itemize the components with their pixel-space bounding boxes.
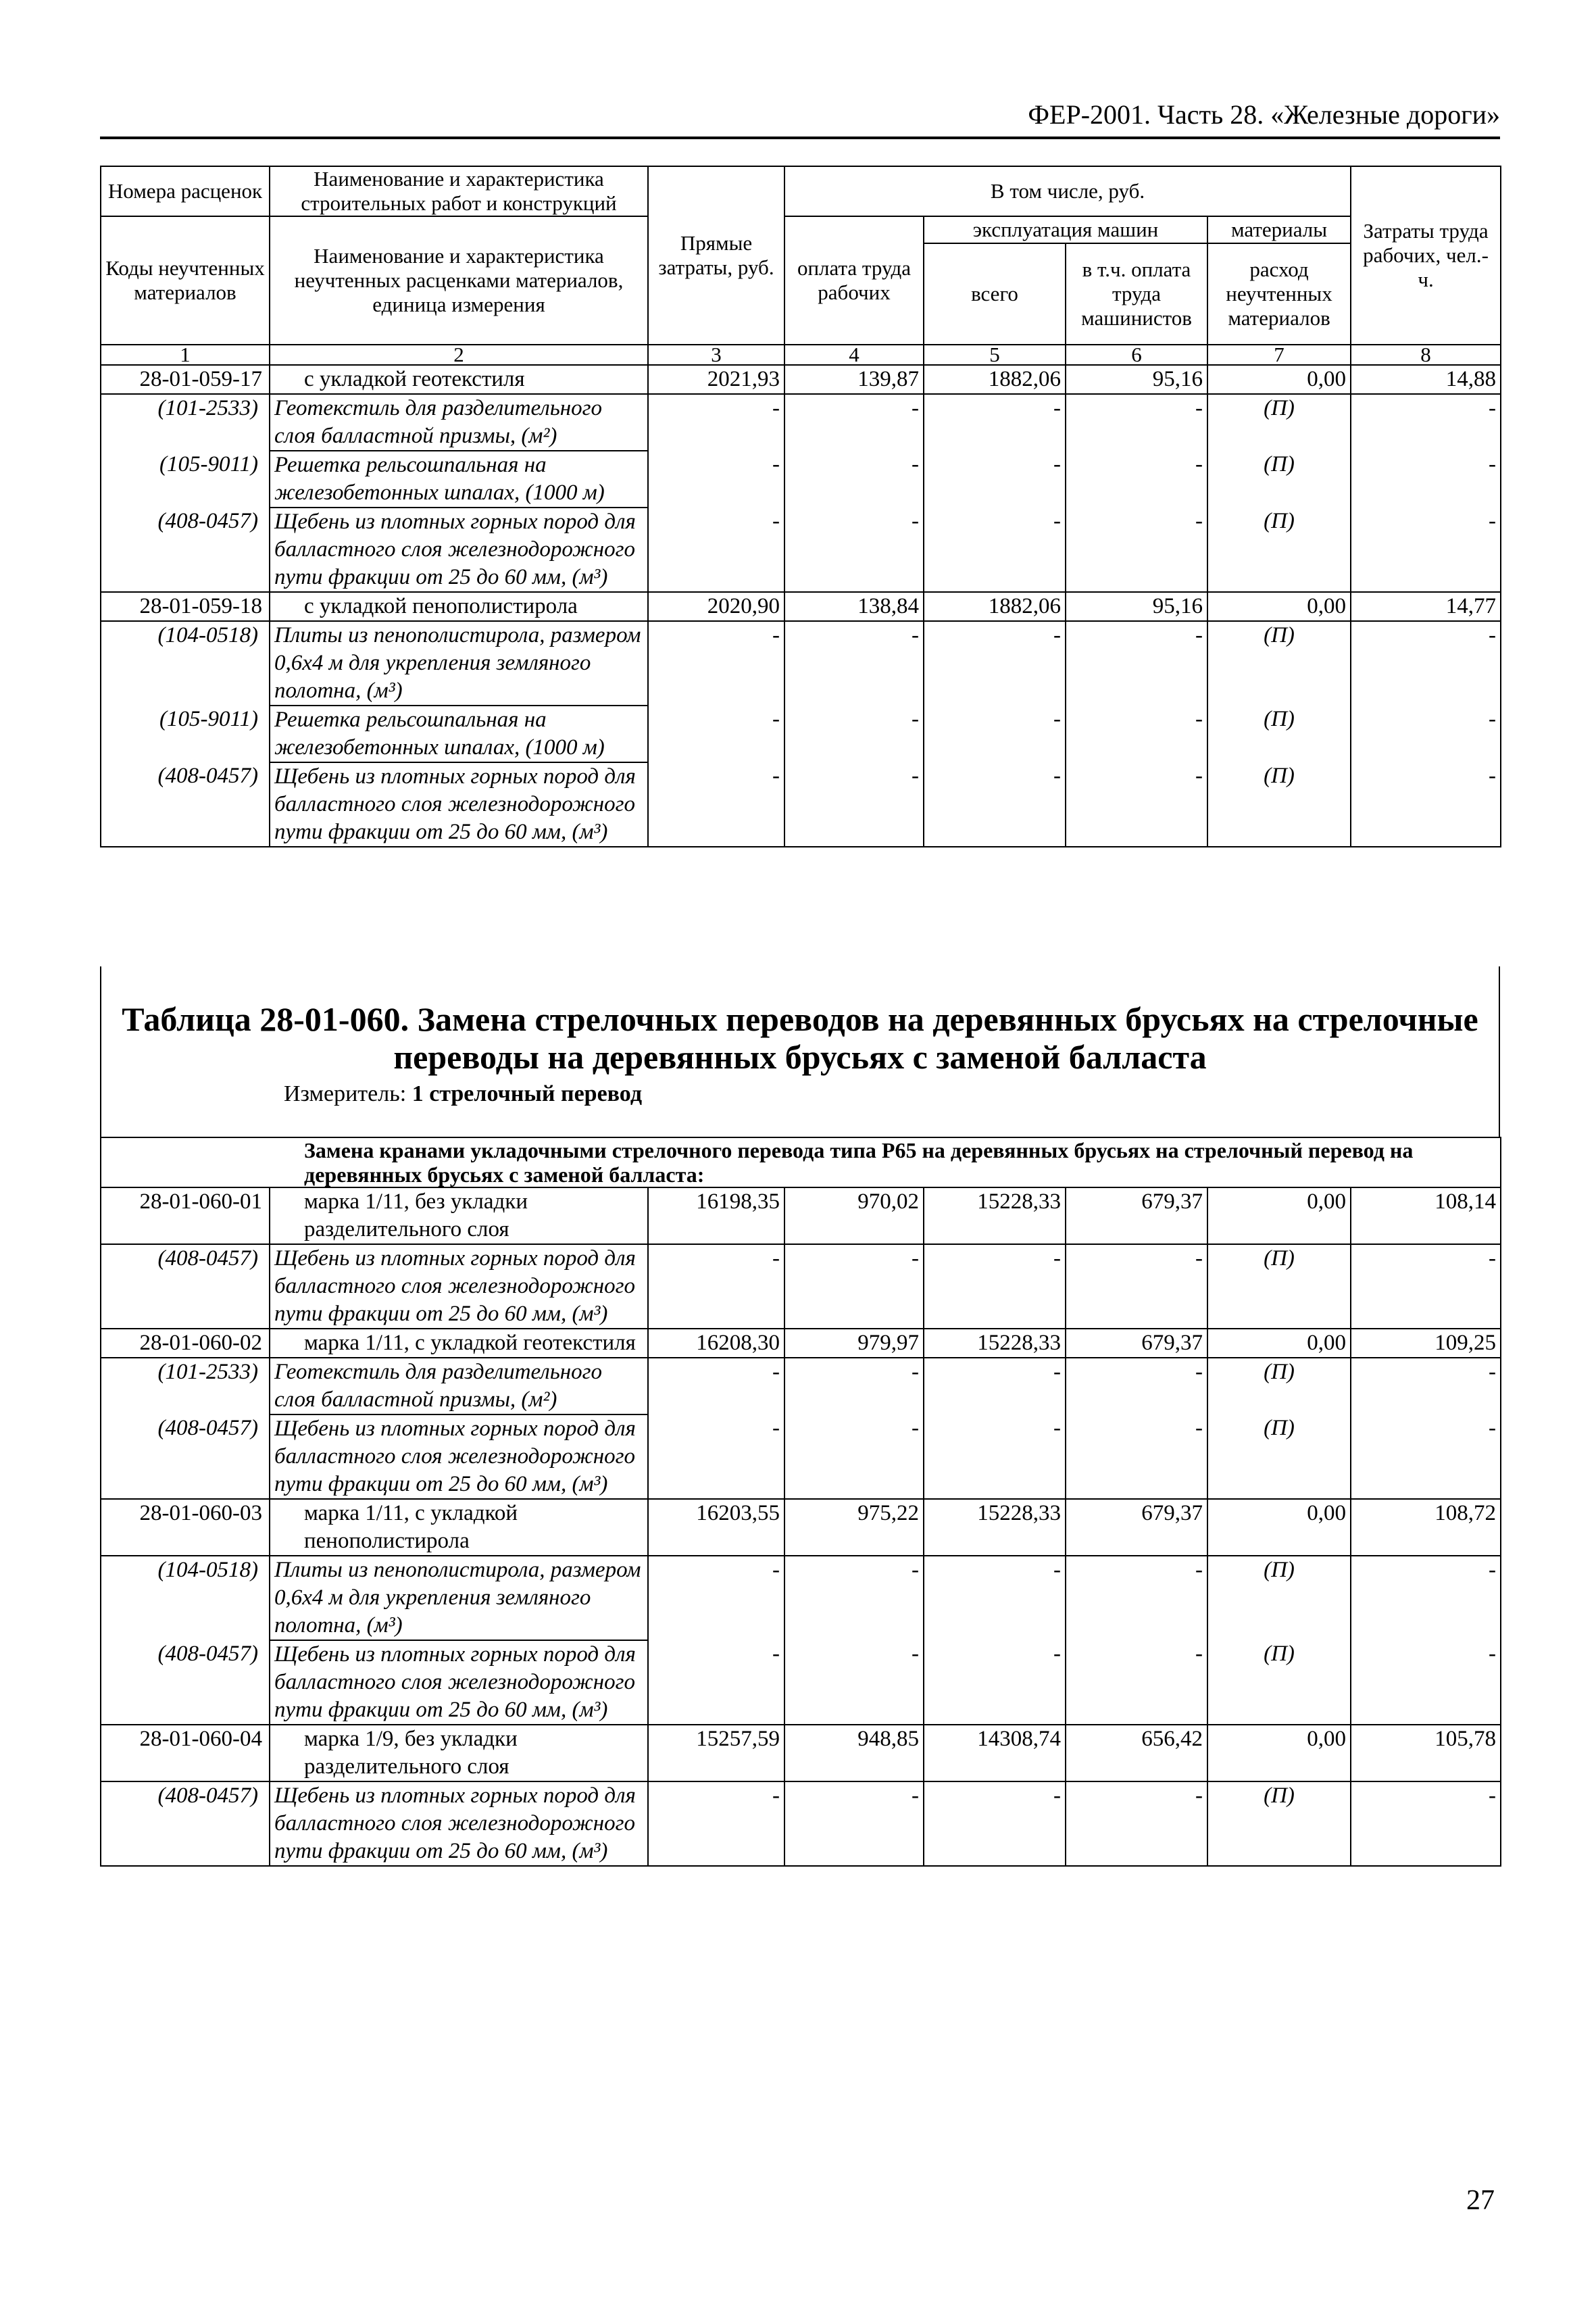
value-dash: - [1066, 1781, 1207, 1866]
value-p: (П) [1207, 1358, 1351, 1414]
material-code: (408-0457) [101, 1640, 270, 1725]
value-dash: - [924, 1556, 1066, 1640]
material-row [101, 1414, 1501, 1499]
value-dash: - [648, 1414, 784, 1499]
machines-total: 1882,06 [924, 592, 1066, 621]
material-name: Решетка рельсошпальная на железобетонных шпалах, (1000 м) [270, 706, 648, 762]
rate-name: с укладкой пенополистирола [270, 592, 648, 621]
value-dash: - [924, 706, 1066, 762]
material-row [101, 451, 1501, 508]
rates-table-28-01-060 [100, 1137, 1501, 1867]
material-name: Щебень из плотных горных пород для балластного слоя железнодорожного пути фракции от 25 до 60 мм, (м³) [270, 1781, 648, 1866]
value-dash: - [1066, 1640, 1207, 1725]
rate-code: 28-01-059-18 [101, 592, 270, 621]
material-row [101, 508, 1501, 592]
worker-pay: 138,84 [784, 592, 924, 621]
value-dash: - [648, 1640, 784, 1725]
col-materials-header: материалы [1207, 216, 1351, 243]
direct-costs: 2020,90 [648, 592, 784, 621]
value-dash: - [924, 1781, 1066, 1866]
col-direct-costs-header: Прямые затраты, руб. [648, 166, 784, 345]
value-dash: - [1351, 1358, 1501, 1414]
material-name: Щебень из плотных горных пород для балластного слоя железнодорожного пути фракции от 25 до 60 мм, (м³) [270, 1244, 648, 1329]
section-title [100, 1000, 1500, 1076]
material-name: Щебень из плотных горных пород для балластного слоя железнодорожного пути фракции от 25 до 60 мм, (м³) [270, 762, 648, 847]
meter [284, 1081, 642, 1107]
value-dash: - [1351, 1640, 1501, 1725]
col-number: 3 [648, 345, 784, 365]
value-dash: - [648, 394, 784, 451]
material-name: Геотекстиль для разделительного слоя балластной призмы, (м²) [270, 394, 648, 451]
direct-costs: 16203,55 [648, 1499, 784, 1556]
col-number: 5 [924, 345, 1066, 365]
col-machinists-pay-header: в т.ч. оплата труда машинистов [1066, 243, 1207, 345]
col-number: 1 [101, 345, 270, 365]
material-name: Плиты из пенополистирола, размером 0,6х4 м для укрепления земляного полотна, (м³) [270, 1556, 648, 1640]
material-name: Щебень из плотных горных пород для балластного слоя железнодорожного пути фракции от 25 до 60 мм, (м³) [270, 508, 648, 592]
direct-costs: 15257,59 [648, 1725, 784, 1781]
section-heading-row [101, 1137, 1501, 1187]
machinists-pay: 679,37 [1066, 1499, 1207, 1556]
value-dash: - [648, 762, 784, 847]
col-worker-pay-header: оплата труда рабочих [784, 216, 924, 345]
col-rate-number-header: Номера расценок [101, 166, 270, 216]
materials-cost: 0,00 [1207, 365, 1351, 394]
machinists-pay: 679,37 [1066, 1187, 1207, 1244]
materials-cost: 0,00 [1207, 592, 1351, 621]
value-p: (П) [1207, 706, 1351, 762]
value-dash: - [784, 1640, 924, 1725]
page-header: ФЕР-2001. Часть 28. «Железные дороги» [1028, 99, 1500, 130]
rate-name: марка 1/9, без укладки разделительного слоя [270, 1725, 648, 1781]
col-unaccounted-materials-header: расход неучтенных материалов [1207, 243, 1351, 345]
value-dash: - [1351, 1414, 1501, 1499]
machines-total: 1882,06 [924, 365, 1066, 394]
rate-row [101, 1499, 1501, 1556]
material-code: (101-2533) [101, 394, 270, 451]
value-dash: - [1066, 621, 1207, 706]
machines-total: 15228,33 [924, 1499, 1066, 1556]
value-dash: - [1351, 621, 1501, 706]
value-dash: - [924, 762, 1066, 847]
rate-code: 28-01-059-17 [101, 365, 270, 394]
value-p: (П) [1207, 762, 1351, 847]
material-row [101, 1781, 1501, 1866]
value-dash: - [1066, 706, 1207, 762]
value-dash: - [1066, 1556, 1207, 1640]
value-dash: - [1066, 1414, 1207, 1499]
value-p: (П) [1207, 394, 1351, 451]
value-p: (П) [1207, 508, 1351, 592]
col-number: 2 [270, 345, 648, 365]
rate-name: марка 1/11, с укладкой пенополистирола [270, 1499, 648, 1556]
col-number: 8 [1351, 345, 1501, 365]
rate-name: марка 1/11, с укладкой геотекстиля [270, 1329, 648, 1358]
value-dash: - [924, 1414, 1066, 1499]
col-group-header: В том числе, руб. [784, 166, 1351, 216]
header-rule [100, 137, 1500, 139]
section-heading: Замена кранами укладочными стрелочного перевода типа Р65 на деревянных брусьях на стрелочный перевод на деревянных брусьях с заменой балласта: [101, 1137, 1501, 1187]
value-dash: - [784, 1781, 924, 1866]
value-dash: - [784, 508, 924, 592]
value-p: (П) [1207, 1781, 1351, 1866]
value-dash: - [1066, 762, 1207, 847]
page-number: 27 [1466, 2185, 1495, 2216]
material-name: Решетка рельсошпальная на железобетонных шпалах, (1000 м) [270, 451, 648, 508]
rate-code: 28-01-060-03 [101, 1499, 270, 1556]
machinists-pay: 679,37 [1066, 1329, 1207, 1358]
rate-row [101, 365, 1501, 394]
value-dash: - [1351, 762, 1501, 847]
value-dash: - [1066, 508, 1207, 592]
rates-table-28-01-059 [100, 166, 1501, 847]
worker-pay: 970,02 [784, 1187, 924, 1244]
machinists-pay: 95,16 [1066, 365, 1207, 394]
material-code: (104-0518) [101, 1556, 270, 1640]
value-dash: - [924, 1244, 1066, 1329]
value-dash: - [1066, 451, 1207, 508]
material-code: (105-9011) [101, 706, 270, 762]
value-p: (П) [1207, 451, 1351, 508]
material-row [101, 394, 1501, 451]
value-dash: - [784, 451, 924, 508]
col-machines-header: эксплуатация машин [924, 216, 1207, 243]
value-dash: - [1066, 1358, 1207, 1414]
value-dash: - [784, 1556, 924, 1640]
value-dash: - [648, 706, 784, 762]
col-number: 6 [1066, 345, 1207, 365]
value-dash: - [1351, 1556, 1501, 1640]
value-dash: - [1351, 451, 1501, 508]
value-p: (П) [1207, 621, 1351, 706]
material-row [101, 706, 1501, 762]
value-dash: - [1351, 706, 1501, 762]
meter-label: Измеритель: [284, 1081, 407, 1106]
machinists-pay: 656,42 [1066, 1725, 1207, 1781]
direct-costs: 16198,35 [648, 1187, 784, 1244]
value-dash: - [1351, 1244, 1501, 1329]
rate-name: с укладкой геотекстиля [270, 365, 648, 394]
material-code: (408-0457) [101, 1414, 270, 1499]
value-dash: - [924, 451, 1066, 508]
material-code: (104-0518) [101, 621, 270, 706]
materials-cost: 0,00 [1207, 1499, 1351, 1556]
value-dash: - [1351, 394, 1501, 451]
value-dash: - [924, 1640, 1066, 1725]
col-machines-total-header: всего [924, 243, 1066, 345]
material-name: Щебень из плотных горных пород для балластного слоя железнодорожного пути фракции от 25 до 60 мм, (м³) [270, 1640, 648, 1725]
col-work-name-header: Наименование и характеристика строительных работ и конструкций [270, 166, 648, 216]
value-dash: - [648, 1358, 784, 1414]
direct-costs: 2021,93 [648, 365, 784, 394]
col-material-names-header: Наименование и характеристика неучтенных расценками материалов, единица измерения [270, 216, 648, 345]
rate-row [101, 592, 1501, 621]
value-dash: - [784, 1414, 924, 1499]
worker-pay: 975,22 [784, 1499, 924, 1556]
rate-row [101, 1329, 1501, 1358]
value-dash: - [784, 1358, 924, 1414]
value-p: (П) [1207, 1414, 1351, 1499]
material-name: Геотекстиль для разделительного слоя балластной призмы, (м²) [270, 1358, 648, 1414]
value-dash: - [924, 621, 1066, 706]
material-row [101, 1556, 1501, 1640]
labor-hours: 109,25 [1351, 1329, 1501, 1358]
value-p: (П) [1207, 1556, 1351, 1640]
col-material-codes-header: Коды неучтенных материалов [101, 216, 270, 345]
section-title-line: переводы на деревянных брусьях с заменой балласта [393, 1038, 1207, 1076]
rate-row [101, 1725, 1501, 1781]
labor-hours: 14,77 [1351, 592, 1501, 621]
worker-pay: 979,97 [784, 1329, 924, 1358]
value-dash: - [784, 394, 924, 451]
value-p: (П) [1207, 1640, 1351, 1725]
material-code: (105-9011) [101, 451, 270, 508]
value-dash: - [1066, 394, 1207, 451]
machinists-pay: 95,16 [1066, 592, 1207, 621]
value-dash: - [1351, 508, 1501, 592]
material-row [101, 1640, 1501, 1725]
material-row [101, 762, 1501, 847]
labor-hours: 14,88 [1351, 365, 1501, 394]
value-dash: - [648, 1244, 784, 1329]
value-dash: - [648, 1556, 784, 1640]
direct-costs: 16208,30 [648, 1329, 784, 1358]
material-code: (408-0457) [101, 1781, 270, 1866]
value-dash: - [784, 762, 924, 847]
col-number: 7 [1207, 345, 1351, 365]
value-dash: - [648, 451, 784, 508]
value-dash: - [648, 508, 784, 592]
value-dash: - [924, 394, 1066, 451]
material-code: (408-0457) [101, 762, 270, 847]
value-dash: - [1351, 1781, 1501, 1866]
labor-hours: 105,78 [1351, 1725, 1501, 1781]
material-name: Плиты из пенополистирола, размером 0,6х4 м для укрепления земляного полотна, (м³) [270, 621, 648, 706]
value-dash: - [1066, 1244, 1207, 1329]
machines-total: 15228,33 [924, 1187, 1066, 1244]
col-labor-hours-header: Затраты труда рабочих, чел.-ч. [1351, 166, 1501, 345]
machines-total: 14308,74 [924, 1725, 1066, 1781]
rate-code: 28-01-060-04 [101, 1725, 270, 1781]
material-code: (101-2533) [101, 1358, 270, 1414]
rate-code: 28-01-060-01 [101, 1187, 270, 1244]
value-dash: - [648, 1781, 784, 1866]
worker-pay: 948,85 [784, 1725, 924, 1781]
rate-code: 28-01-060-02 [101, 1329, 270, 1358]
material-code: (408-0457) [101, 508, 270, 592]
value-dash: - [924, 508, 1066, 592]
material-code: (408-0457) [101, 1244, 270, 1329]
rate-name: марка 1/11, без укладки разделительного слоя [270, 1187, 648, 1244]
value-dash: - [784, 706, 924, 762]
material-row [101, 621, 1501, 706]
material-row [101, 1358, 1501, 1414]
labor-hours: 108,14 [1351, 1187, 1501, 1244]
materials-cost: 0,00 [1207, 1187, 1351, 1244]
material-name: Щебень из плотных горных пород для балластного слоя железнодорожного пути фракции от 25 до 60 мм, (м³) [270, 1414, 648, 1499]
materials-cost: 0,00 [1207, 1725, 1351, 1781]
section-title-line: Таблица 28-01-060. Замена стрелочных переводов на деревянных брусьях на стрелочные [122, 1000, 1478, 1038]
meter-value: 1 стрелочный перевод [412, 1081, 643, 1106]
value-dash: - [784, 1244, 924, 1329]
rate-row [101, 1187, 1501, 1244]
value-dash: - [924, 1358, 1066, 1414]
value-dash: - [648, 621, 784, 706]
value-p: (П) [1207, 1244, 1351, 1329]
material-row [101, 1244, 1501, 1329]
labor-hours: 108,72 [1351, 1499, 1501, 1556]
materials-cost: 0,00 [1207, 1329, 1351, 1358]
col-number: 4 [784, 345, 924, 365]
worker-pay: 139,87 [784, 365, 924, 394]
value-dash: - [784, 621, 924, 706]
machines-total: 15228,33 [924, 1329, 1066, 1358]
